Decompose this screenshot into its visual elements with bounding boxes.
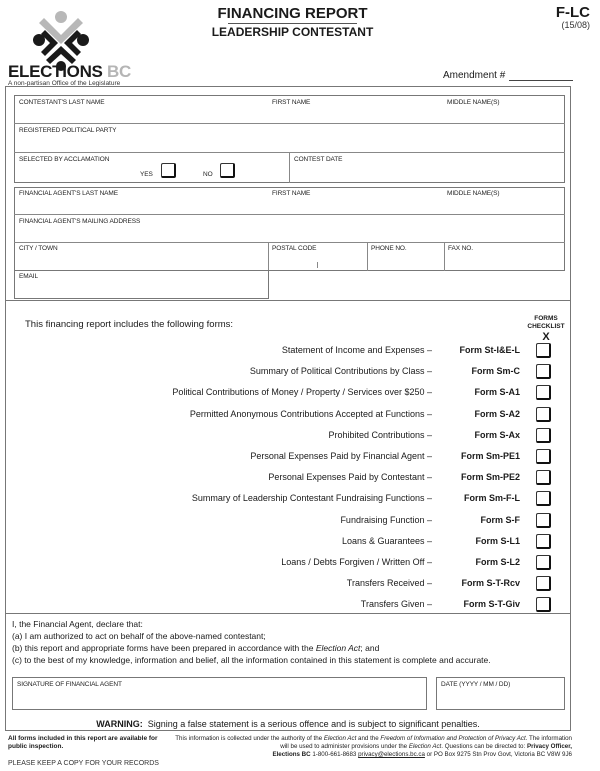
form-code-label: Form Sm-C [471, 366, 520, 377]
keep-copy-note: PLEASE KEEP A COPY FOR YOUR RECORDS [8, 760, 159, 767]
form-checklist-row [100, 576, 560, 592]
fax-label: FAX NO. [448, 245, 473, 252]
yes-label: YES [140, 171, 153, 178]
form-code-label: Form S-T-Rcv [461, 578, 520, 589]
form-checklist-row [100, 343, 560, 359]
contest-date-label: CONTEST DATE [294, 156, 343, 163]
form-checkbox[interactable] [536, 491, 551, 506]
form-checklist-row [100, 597, 560, 613]
form-description: Loans / Debts Forgiven / Written Off – [281, 557, 432, 567]
agent-middle-name-field[interactable] [444, 187, 564, 214]
form-description: Political Contributions of Money / Property / Services over $250 – [172, 387, 432, 398]
title-underline [228, 23, 357, 24]
form-code-label: Form Sm-PE2 [460, 472, 520, 483]
form-code: F-LC [555, 4, 590, 21]
form-code-label: Form S-A2 [474, 408, 520, 419]
checklist-header [522, 315, 570, 331]
form-checklist-row [100, 449, 560, 465]
declaration-b: (b) this report and appropriate forms have been prepared in accordance with the Election Act; and [12, 643, 380, 653]
no-label: NO [203, 171, 213, 178]
form-code-label: Form S-L1 [475, 535, 520, 546]
section-divider [5, 300, 571, 301]
acclamation-label: SELECTED BY ACCLAMATION [19, 156, 110, 163]
form-code-label: Form St-I&E-L [459, 345, 520, 355]
form-description: Transfers Given – [360, 599, 432, 610]
form-checkbox[interactable] [536, 449, 551, 464]
agent-last-name-label: FINANCIAL AGENT'S LAST NAME [19, 190, 118, 197]
postal-code-field[interactable] [269, 242, 367, 270]
agent-first-name-label: FIRST NAME [272, 190, 311, 197]
forms-intro: This financing report includes the following forms: [25, 319, 234, 330]
public-inspection-note: All forms included in this report are available for public inspection. [8, 735, 158, 750]
form-checklist-row [100, 534, 560, 550]
form-code-label: Form Sm-F-L [464, 493, 520, 504]
contestant-last-name-field[interactable] [14, 95, 269, 123]
acclamation-no-checkbox[interactable] [220, 163, 235, 178]
form-code-label: Form S-F [480, 514, 520, 525]
page-title: FINANCING REPORT [217, 5, 368, 22]
political-party-field[interactable] [14, 123, 564, 152]
form-description: Loans & Guarantees – [341, 535, 432, 546]
form-description: Transfers Received – [346, 578, 432, 589]
acclamation-yes-checkbox[interactable] [161, 163, 176, 178]
form-checklist-row [100, 470, 560, 486]
contestant-middle-name-field[interactable] [444, 95, 564, 123]
postal-code-label: POSTAL CODE [272, 245, 317, 252]
declaration [12, 618, 491, 666]
email-label: EMAIL [19, 273, 39, 280]
contestant-first-name-label: FIRST NAME [272, 99, 311, 106]
form-checkbox[interactable] [536, 407, 551, 422]
form-checkbox[interactable] [536, 343, 551, 358]
form-checkbox[interactable] [536, 470, 551, 485]
form-description: Summary of Political Contributions by Class – [249, 366, 432, 377]
form-description: Personal Expenses Paid by Financial Agent – [250, 451, 432, 461]
checklist-header-line2: CHECKLIST [527, 323, 565, 330]
amendment-label: Amendment # [443, 70, 506, 81]
form-checkbox[interactable] [536, 576, 551, 591]
org-tagline: A non-partisan Office of the Legislature [8, 80, 121, 87]
contestant-middle-name-label: MIDDLE NAME(S) [447, 99, 500, 106]
acclamation-group [14, 152, 289, 183]
amendment-field[interactable] [509, 80, 573, 81]
form-checkbox[interactable] [536, 513, 551, 528]
form-checklist-row [100, 407, 560, 423]
agent-middle-name-label: MIDDLE NAME(S) [447, 190, 500, 197]
form-checklist-row [100, 491, 560, 507]
phone-label: PHONE NO. [371, 245, 407, 252]
form-checklist-row [100, 385, 560, 401]
form-description: Summary of Leadership Contestant Fundraising Functions – [191, 493, 432, 504]
form-code-label: Form Sm-PE1 [460, 451, 520, 461]
form-code-label: Form S-T-Giv [463, 599, 520, 610]
political-party-label: REGISTERED POLITICAL PARTY [19, 127, 117, 134]
signature-field[interactable] [12, 677, 427, 710]
contestant-last-name-label: CONTESTANT'S LAST NAME [19, 99, 105, 106]
form-code-label: Form S-Ax [474, 429, 520, 440]
declaration-a: (a) I am authorized to act on behalf of the above-named contestant; [12, 631, 266, 641]
section-divider [5, 613, 571, 614]
city-label: CITY / TOWN [19, 245, 58, 252]
form-code-label: Form S-L2 [475, 557, 520, 567]
form-description: Permitted Anonymous Contributions Accepted at Functions – [189, 408, 432, 419]
form-version: (15/08) [561, 20, 590, 30]
form-description: Statement of Income and Expenses – [281, 345, 432, 355]
email-field[interactable] [14, 270, 269, 299]
page-subtitle: LEADERSHIP CONTESTANT [211, 25, 374, 39]
form-description: Personal Expenses Paid by Contestant – [268, 472, 432, 483]
form-checklist-row [100, 513, 560, 529]
signature-label: SIGNATURE OF FINANCIAL AGENT [17, 681, 122, 688]
form-checkbox[interactable] [536, 534, 551, 549]
agent-first-name-field[interactable] [269, 187, 444, 214]
agent-mailing-address-field[interactable] [14, 214, 564, 242]
form-checkbox[interactable] [536, 555, 551, 570]
declaration-c: (c) to the best of my knowledge, information and belief, all the information contained in this statement is complete and accurate. [12, 655, 491, 665]
form-description: Fundraising Function – [340, 514, 432, 525]
warning-text: WARNING: Signing a false statement is a serious offence and is subject to significant penalties. [96, 719, 480, 729]
contest-date-field[interactable] [290, 152, 564, 183]
form-checkbox[interactable] [536, 364, 551, 379]
city-field[interactable] [14, 242, 268, 270]
form-description: Prohibited Contributions – [328, 429, 432, 440]
agent-last-name-field[interactable] [14, 187, 269, 214]
checklist-header-line1: FORMS [534, 315, 558, 322]
phone-field[interactable] [368, 242, 444, 270]
form-checklist-row [100, 364, 560, 380]
privacy-notice: This information is collected under the authority of the Election Act and the Freedom of Information and Protection of Privacy Act. The information will be used to administer provisions under the Election Act. Questions can be directed to: Privacy Officer, Elections BC 1-800-661-8683 privacy@elections.bc.ca or PO Box 9275 Stn Prov Govt, Victoria BC V8W 9J6 [175, 735, 572, 758]
form-checkbox[interactable] [536, 428, 551, 443]
form-checklist-row [100, 428, 560, 444]
agent-mailing-address-label: FINANCIAL AGENT'S MAILING ADDRESS [19, 218, 141, 225]
declaration-intro: I, the Financial Agent, declare that: [12, 619, 143, 629]
form-code-label: Form S-A1 [474, 387, 520, 398]
form-checkbox[interactable] [536, 385, 551, 400]
checklist-mark: X [542, 331, 550, 343]
org-name: ELECTIONS BC [8, 62, 131, 81]
contestant-first-name-field[interactable] [269, 95, 444, 123]
date-field[interactable] [436, 677, 565, 710]
form-checklist-row [100, 555, 560, 571]
form-checkbox[interactable] [536, 597, 551, 612]
fax-field[interactable] [445, 242, 564, 270]
date-label: DATE (YYYY / MM / DD) [441, 681, 511, 688]
privacy-email-link[interactable]: privacy@elections.bc.ca [358, 751, 425, 758]
